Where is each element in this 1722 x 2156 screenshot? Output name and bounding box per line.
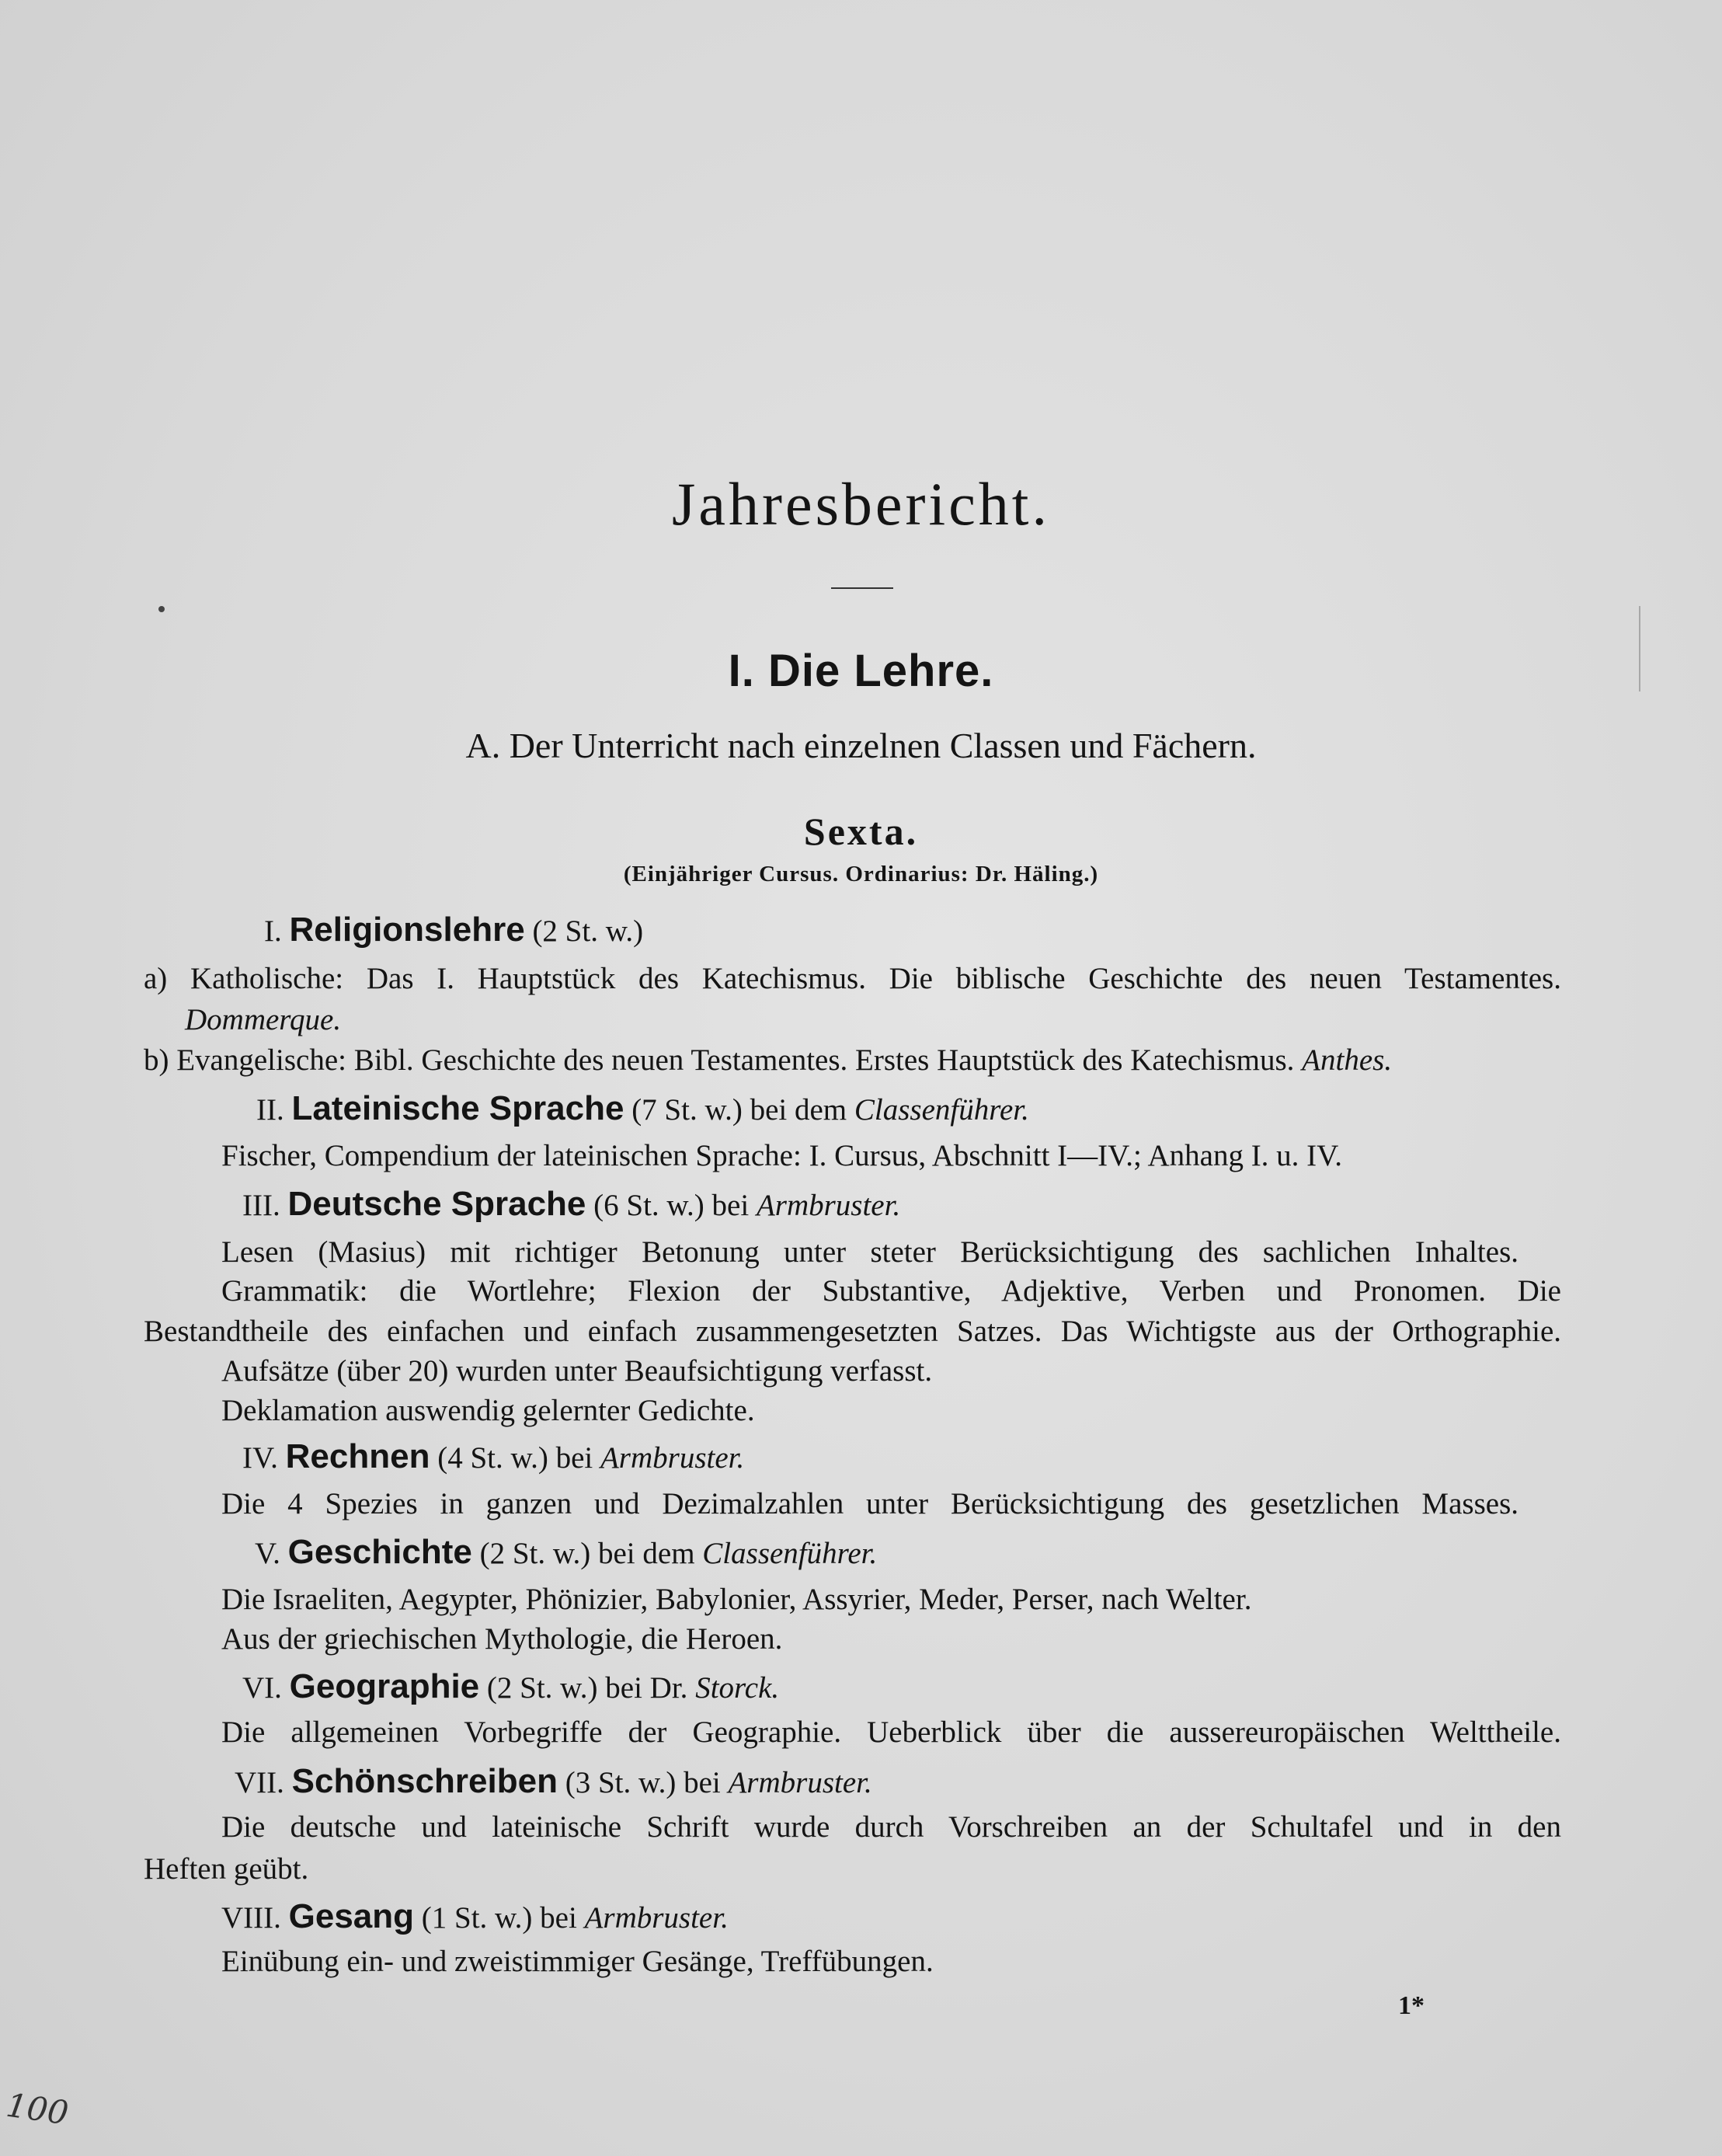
subject-hours: (2 St. w.) bei Dr.	[486, 1671, 688, 1705]
subject-number: II.	[256, 1093, 284, 1127]
part-heading: I. Die Lehre.	[728, 646, 994, 696]
math-text: Die 4 Spezies in ganzen und Dezimalzahlen unter Berücksichtigung des gesetzlichen Masses.	[221, 1487, 1518, 1520]
subject-hours: (4 St. w.) bei	[437, 1441, 593, 1475]
subject-teacher: Classenführer.	[702, 1537, 878, 1570]
subject-name: Geographie	[289, 1667, 480, 1705]
subject-teacher: Armbruster.	[600, 1441, 745, 1475]
subject-name: Religionslehre	[289, 911, 525, 949]
subject-hours: (2 St. w.) bei dem	[479, 1537, 695, 1570]
class-subtitle: (Einjähriger Cursus. Ordinarius: Dr. Häling.)	[623, 862, 1099, 886]
subject-hours: (6 St. w.) bei	[593, 1189, 750, 1222]
subject-name: Gesang	[288, 1897, 415, 1935]
religion-catholic-line: a) Katholische: Das I. Hauptstück des Katechismus. Die biblische Geschichte des neuen Testamentes.	[144, 962, 1561, 995]
subject-teacher: Armbruster.	[728, 1766, 872, 1799]
subject-hours: (2 St. w.)	[532, 914, 644, 948]
subject-number: I.	[264, 914, 282, 948]
handwritten-margin-note: 100	[3, 2085, 71, 2133]
latin-text: Fischer, Compendium der lateinischen Sprache: I. Cursus, Abschnitt I—IV.; Anhang I. u. IV.	[221, 1139, 1343, 1172]
subject-hours: (1 St. w.) bei	[421, 1901, 577, 1935]
german-line-2: Grammatik: die Wortlehre; Flexion der Substantive, Adjektive, Verben und Pronomen. Die	[221, 1274, 1561, 1308]
subject-teacher: Storck.	[695, 1671, 780, 1705]
subject-number: III.	[242, 1189, 280, 1222]
subject-number: VII.	[235, 1766, 284, 1799]
german-line-1: Lesen (Masius) mit richtiger Betonung unter steter Berücksichtigung des sachlichen Inhaltes.	[221, 1235, 1518, 1269]
subject-heading-german	[242, 1187, 900, 1221]
geography-text: Die allgemeinen Vorbegriffe der Geographie. Ueberblick über die aussereuropäischen Welttheile.	[221, 1715, 1561, 1749]
subject-teacher: Armbruster.	[584, 1901, 729, 1935]
history-line-2: Aus der griechischen Mythologie, die Heroen.	[221, 1622, 783, 1656]
subject-number: V.	[255, 1537, 280, 1570]
german-line-5: Deklamation auswendig gelernter Gedichte.	[221, 1394, 755, 1427]
section-heading: A. Der Unterricht nach einzelnen Classen und Fächern.	[465, 726, 1257, 765]
subject-number: IV.	[242, 1441, 278, 1475]
subject-heading-latin	[256, 1089, 1029, 1127]
subject-heading-singing	[221, 1897, 729, 1935]
religion-evangelical-line	[144, 1045, 1392, 1075]
religion-evangelical-teacher: Anthes.	[1302, 1043, 1393, 1077]
page-title: Jahresbericht.	[672, 470, 1050, 538]
subject-name: Schönschreiben	[291, 1762, 558, 1800]
subject-hours: (3 St. w.) bei	[565, 1766, 721, 1799]
subject-number: VIII.	[221, 1901, 281, 1935]
subject-teacher: Classenführer.	[854, 1093, 1029, 1127]
subject-number: VI.	[242, 1671, 282, 1705]
subject-heading-geography	[242, 1667, 780, 1705]
page-number: 1*	[1398, 1991, 1425, 2020]
german-line-3: Bestandtheile des einfachen und einfach zusammengesetzten Satzes. Das Wichtigste aus der Orthographie.	[144, 1315, 1561, 1348]
german-line-4: Aufsätze (über 20) wurden unter Beaufsichtigung verfasst.	[221, 1354, 933, 1388]
class-name: Sexta.	[803, 810, 919, 853]
ink-speck	[158, 606, 165, 612]
subject-hours: (7 St. w.) bei dem	[631, 1093, 847, 1127]
subject-teacher: Armbruster.	[756, 1189, 901, 1222]
subject-heading-math	[242, 1437, 745, 1475]
writing-line-1: Die deutsche und lateinische Schrift wurde durch Vorschreiben an der Schultafel und in den	[221, 1810, 1561, 1844]
history-line-1: Die Israeliten, Aegypter, Phönizier, Babylonier, Assyrier, Meder, Perser, nach Welter.	[221, 1583, 1252, 1616]
title-rule	[831, 587, 893, 589]
singing-text: Einübung ein- und zweistimmiger Gesänge, Treffübungen.	[221, 1945, 934, 1978]
religion-evangelical-text: b) Evangelische: Bibl. Geschichte des neuen Testamentes. Erstes Hauptstück des Katechismus.	[144, 1043, 1295, 1077]
subject-name: Rechnen	[285, 1437, 430, 1475]
subject-heading-history	[255, 1535, 877, 1569]
subject-heading-religion	[264, 913, 643, 947]
subject-name: Deutsche Sprache	[287, 1185, 586, 1223]
subject-name: Lateinische Sprache	[291, 1089, 624, 1127]
subject-heading-writing	[235, 1764, 872, 1799]
subject-name: Geschichte	[287, 1533, 472, 1571]
religion-catholic-teacher: Dommerque.	[185, 1003, 342, 1036]
writing-line-2: Heften geübt.	[144, 1852, 309, 1886]
